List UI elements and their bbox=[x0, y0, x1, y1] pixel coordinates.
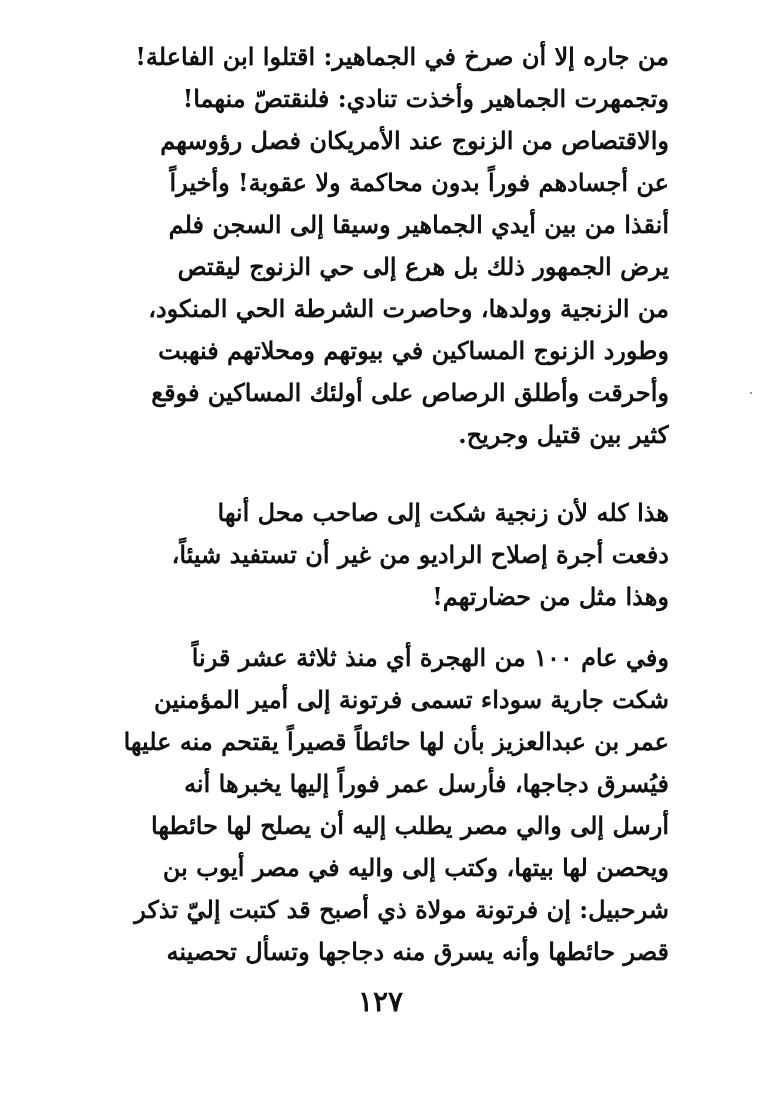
text-line: كثير بين قتيل وجريح. bbox=[458, 420, 669, 449]
text-line: من الزنجية وولدها، وحاصرت الشرطة الحي المنكود، bbox=[148, 294, 669, 323]
text-line: وتجمهرت الجماهير وأخذت تنادي: فلنقتصّ منهما! bbox=[182, 84, 669, 113]
text-line: شكت جارية سوداء تسمى فرتونة إلى أمير المؤمنين bbox=[153, 685, 669, 714]
scan-speck bbox=[750, 392, 752, 394]
text-line: عمر بن عبدالعزيز بأن لها حائطاً قصيراً يقتحم منه عليها bbox=[123, 727, 669, 756]
text-line: شرحبيل: إن فرتونة مولاة ذي أصبح قد كتبت إليّ تذكر bbox=[134, 895, 669, 924]
page-number: ١٢٧ bbox=[357, 985, 404, 1018]
text-line: يرض الجمهور ذلك بل هرع إلى حي الزنوج ليقتص bbox=[177, 252, 669, 281]
text-line: ويحصن لها بيتها، وكتب إلى واليه في مصر أيوب بن bbox=[162, 853, 669, 882]
text-line: وهذا مثل من حضارتهم! bbox=[432, 582, 669, 611]
text-line: وأحرقت وأطلق الرصاص على أولئك المساكين فوقع bbox=[151, 378, 669, 407]
paragraph-2 bbox=[117, 492, 669, 618]
text-line: قصر حائطها وأنه يسرق منه دجاجها وتسأل تحصينه bbox=[166, 937, 669, 966]
text-line: وطورد الزنوج المساكين في بيوتهم ومحلاتهم فنهبت bbox=[158, 336, 669, 365]
text-line: أنقذا من بين أيدي الجماهير وسيقا إلى السجن فلم bbox=[168, 210, 669, 239]
text-line: هذا كله لأن زنجية شكت إلى صاحب محل أنها bbox=[217, 498, 669, 527]
paragraph-3 bbox=[117, 637, 669, 973]
text-line: والاقتصاص من الزنوج عند الأمريكان فصل رؤوسهم bbox=[160, 126, 669, 155]
text-line: عن أجسادهم فوراً بدون محاكمة ولا عقوبة! وأخيراً bbox=[169, 168, 669, 197]
text-line: أرسل إلى والي مصر يطلب إليه أن يصلح لها حائطها bbox=[151, 811, 669, 840]
text-line: فيُسرق دجاجها، فأرسل عمر فوراً إليها يخبرها أنه bbox=[184, 769, 669, 798]
text-line: من جاره إلا أن صرخ في الجماهير: اقتلوا ابن الفاعلة! bbox=[135, 42, 669, 71]
text-line: وفي عام ١٠٠ من الهجرة أي منذ ثلاثة عشر قرناً bbox=[191, 643, 669, 672]
text-line: دفعت أجرة إصلاح الراديو من غير أن تستفيد شيئاً، bbox=[171, 540, 669, 569]
paragraph-1 bbox=[117, 36, 669, 456]
